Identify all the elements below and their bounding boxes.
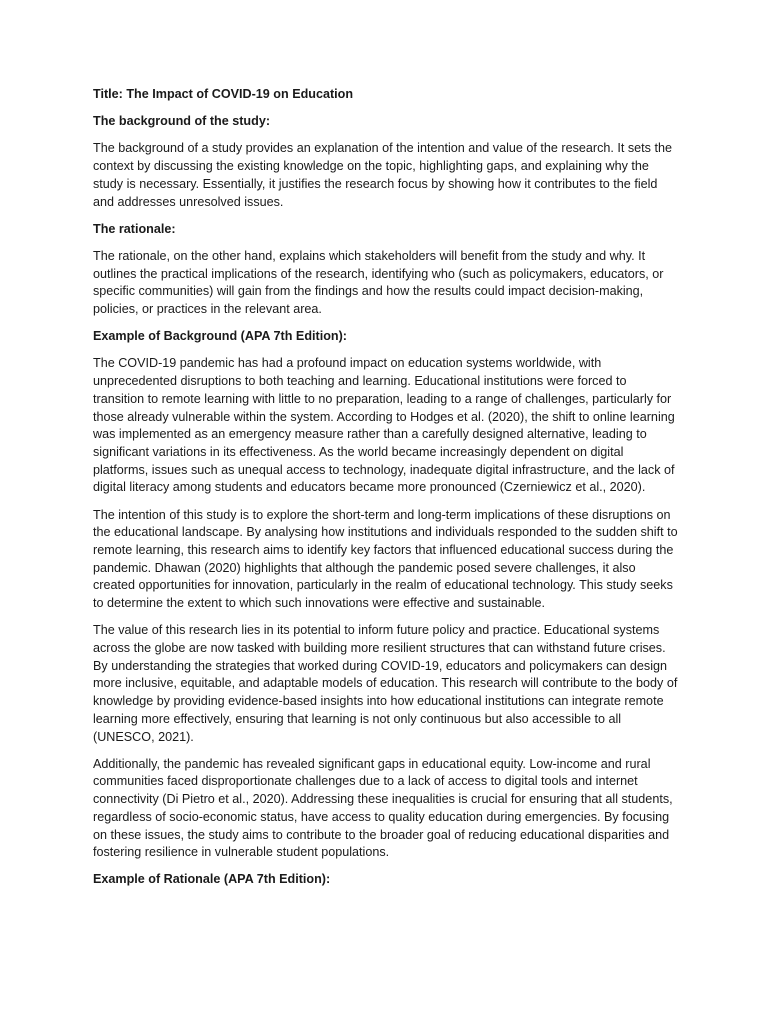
example-paragraph-3: The value of this research lies in its potential to inform future policy and practice. Educational systems across the globe are now tasked with building more resilient structures that can withstand future crises. By understanding the strategies that worked during COVID-19, educators and policymakers can design more inclusive, equitable, and adaptable models of education. This research will contribute to the body of knowledge by providing evidence-based insights into how educational institutions can integrate remote learning more effectively, ensuring that learning is not only continuous but also accessible to all (UNESCO, 2021). [93,623,678,744]
example-paragraph-2: The intention of this study is to explore the short-term and long-term implications of these disruptions on the educational landscape. By analysing how institutions and individuals responded to the sudden shift to remote learning, this research aims to identify key factors that influenced educational success during the pandemic. Dhawan (2020) highlights that although the pandemic posed severe challenges, it also created opportunities for innovation, particularly in the realm of educational technology. This study seeks to determine the extent to which such innovations were effective and sustainable. [93,507,678,611]
background-heading: The background of the study: [93,114,271,129]
rationale-heading: The rationale: [93,221,176,236]
example-background-heading: Example of Background (APA 7th Edition): [93,329,347,344]
document-page [93,86,679,899]
example-paragraph-1: The COVID-19 pandemic has had a profound impact on education systems worldwide, with unprecedented disruptions to both teaching and learning. Educational institutions were forced to transition to remote learning with little to no preparation, leading to a range of challenges, particularly for those already vulnerable within the system. According to Hodges et al. (2020), the shift to online learning was implemented as an emergency measure rather than a carefully designed alternative, leading to significant variations in its effectiveness. As the world became increasingly dependent on digital platforms, issues such as unequal access to technology, inadequate digital infrastructure, and the lack of digital literacy among students and educators became more pronounced (Czerniewicz et al., 2020). [93,356,675,495]
example-paragraph-4: Additionally, the pandemic has revealed significant gaps in educational equity. Low-income and rural communities faced disproportionate challenges due to a lack of access to digital tools and internet connectivity (Di Pietro et al., 2020). Addressing these inequalities is crucial for ensuring that all students, regardless of socio-economic status, have access to quality education during emergencies. By focusing on these issues, the study aims to contribute to the broader goal of reducing educational disparities and fostering resilience in vulnerable student populations. [93,756,673,860]
document-title: Title: The Impact of COVID-19 on Education [93,87,354,101]
example-rationale-heading: Example of Rationale (APA 7th Edition): [93,872,331,887]
background-paragraph: The background of a study provides an explanation of the intention and value of the research. It sets the context by discussing the existing knowledge on the topic, highlighting gaps, and explaining why the study is necessary. Essentially, it justifies the research focus by showing how it contributes to the field and addresses unresolved issues. [93,141,672,209]
rationale-paragraph: The rationale, on the other hand, explains which stakeholders will benefit from the study and why. It outlines the practical implications of the research, identifying who (such as policymakers, educators, or specific communities) will gain from the findings and how the results could impact decision-making, policies, or practices in the relevant area. [93,248,664,317]
